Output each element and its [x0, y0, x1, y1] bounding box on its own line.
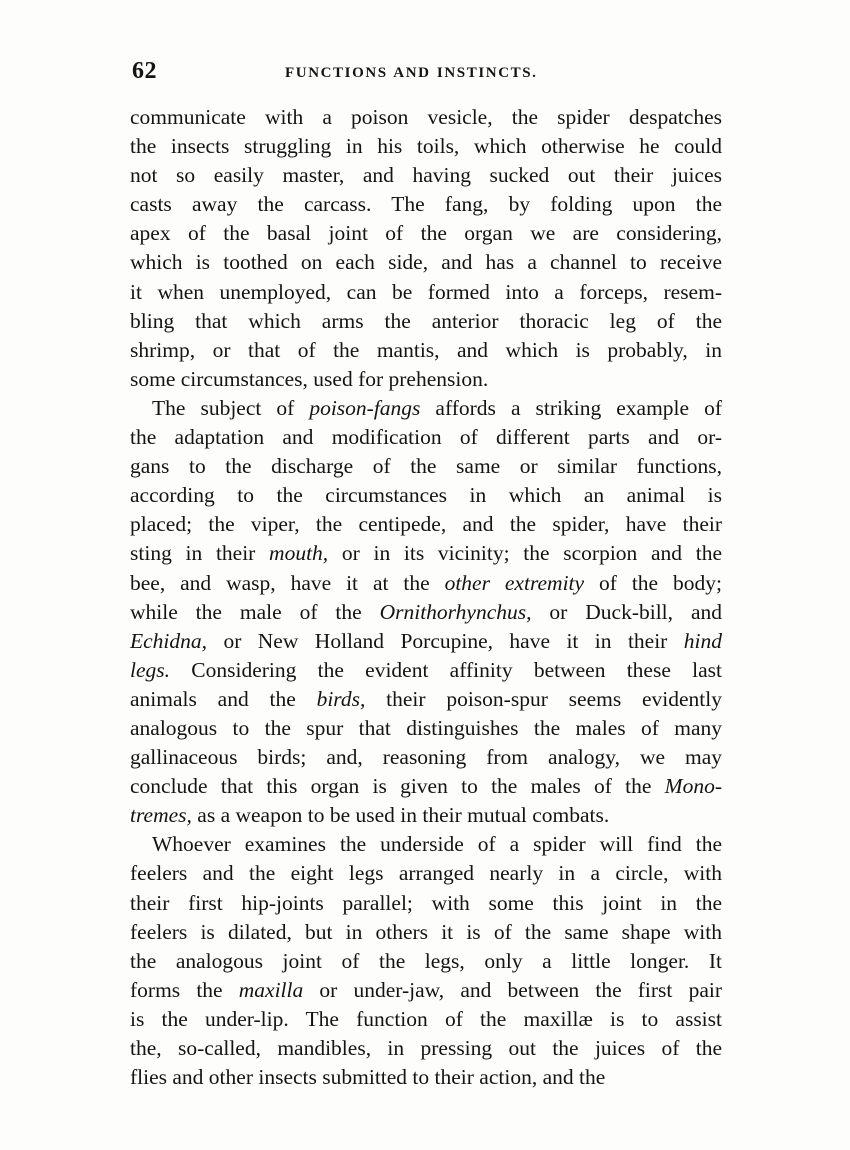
text-segment: of the body;: [584, 570, 722, 595]
text-line: [130, 656, 722, 685]
text-segment: placed; the viper, the centipede, and the spider, have their: [130, 512, 722, 537]
text-segment: shrimp, or that of the mantis, and which is probably, in: [130, 337, 722, 362]
italic-text: legs.: [130, 657, 171, 682]
italic-text: tremes,: [130, 803, 192, 828]
text-line: [130, 190, 722, 219]
text-segment: bee, and wasp, have it at the: [130, 570, 445, 595]
text-segment: or New Holland Porcupine, have it in their: [207, 628, 684, 653]
text-line: [130, 743, 722, 772]
italic-text: maxilla: [238, 977, 304, 1002]
text-line: [130, 481, 722, 510]
italic-text: Ornithorhynchus,: [379, 599, 532, 624]
paragraph: [130, 830, 722, 1092]
text-line: [130, 859, 722, 888]
text-line: [130, 918, 722, 947]
text-segment: affords a striking example of: [420, 395, 722, 420]
text-segment: or in its vicinity; the scorpion and the: [328, 541, 722, 566]
text-segment: casts away the carcass. The fang, by folding upon the: [130, 192, 722, 217]
text-segment: flies and other insects submitted to their action, and the: [130, 1065, 606, 1090]
text-line: [130, 830, 722, 859]
italic-text: birds,: [316, 686, 366, 711]
text-segment: while the male of the: [130, 599, 380, 624]
text-line: [130, 278, 722, 307]
text-segment: as a weapon to be used in their mutual combats.: [191, 803, 610, 828]
text-segment: sting in their: [130, 541, 270, 566]
text-segment: apex of the basal joint of the organ we are considering,: [130, 221, 722, 246]
text-segment: is the under-lip. The function of the maxillæ is to assist: [130, 1006, 722, 1031]
text-segment: feelers is dilated, but in others it is of the same shape with: [130, 919, 722, 944]
paragraph: [130, 394, 722, 830]
text-line: [130, 772, 722, 801]
text-segment: according to the circumstances in which an animal is: [130, 483, 722, 508]
text-line: [130, 103, 722, 132]
text-line: [130, 685, 722, 714]
italic-text: other extremity: [444, 570, 585, 595]
text-segment: bling that which arms the anterior thoracic leg of the: [130, 308, 722, 333]
italic-text: Mono-: [664, 774, 722, 799]
text-line: [130, 801, 722, 830]
text-segment: forms the: [130, 977, 239, 1002]
text-segment: which is toothed on each side, and has a channel to receive: [130, 250, 722, 275]
text-line: [130, 452, 722, 481]
text-segment: some circumstances, used for prehension.: [130, 366, 489, 391]
text-segment: the, so-called, mandibles, in pressing out the juices of the: [130, 1036, 722, 1060]
text-line: [130, 714, 722, 743]
text-line: [130, 394, 722, 423]
italic-text: poison-fangs: [309, 395, 421, 420]
text-line: [130, 1034, 722, 1063]
text-segment: not so easily master, and having sucked out their juices: [130, 163, 722, 188]
page-number: 62: [132, 58, 157, 84]
text-line: [130, 947, 722, 976]
text-line: [130, 1005, 722, 1034]
text-segment: gans to the discharge of the same or similar functions,: [130, 454, 722, 479]
text-line: [130, 976, 722, 1005]
italic-text: Echidna,: [130, 628, 208, 653]
text-segment: Considering the evident affinity between these last: [170, 657, 722, 682]
italic-text: hind: [683, 628, 722, 653]
text-segment: animals and the: [130, 686, 317, 711]
text-segment: analogous to the spur that distinguishes the males of many: [130, 715, 722, 740]
text-line: [130, 539, 722, 568]
text-segment: their first hip-joints parallel; with some this joint in the: [130, 890, 722, 915]
text-segment: The subject of: [152, 395, 310, 420]
text-segment: it when unemployed, can be formed into a forceps, resem-: [130, 279, 722, 304]
body-text: [130, 103, 722, 1092]
text-line: [130, 161, 722, 190]
running-head: [132, 58, 722, 88]
text-segment: their poison-spur seems evidently: [365, 686, 722, 711]
text-segment: Whoever examines the underside of a spider will find the: [152, 832, 722, 857]
text-line: [130, 569, 722, 598]
text-line: [130, 307, 722, 336]
text-line: [130, 510, 722, 539]
text-segment: the analogous joint of the legs, only a little longer. It: [130, 948, 722, 973]
paragraph: [130, 103, 722, 394]
text-segment: the insects struggling in his toils, which otherwise he could: [130, 134, 722, 159]
text-line: [130, 889, 722, 918]
text-line: [130, 248, 722, 277]
text-segment: or Duck-bill, and: [531, 599, 722, 624]
text-line: [130, 1063, 722, 1092]
text-line: [130, 598, 722, 627]
text-line: [130, 365, 722, 394]
running-title: FUNCTIONS AND INSTINCTS.: [285, 65, 538, 81]
text-segment: the adaptation and modification of different parts and or-: [130, 425, 722, 450]
text-line: [130, 336, 722, 365]
text-segment: gallinaceous birds; and, reasoning from analogy, we may: [130, 745, 722, 770]
text-line: [130, 627, 722, 656]
text-line: [130, 219, 722, 248]
italic-text: mouth,: [269, 541, 329, 566]
text-segment: communicate with a poison vesicle, the spider despatches: [130, 105, 722, 129]
text-line: [130, 423, 722, 452]
text-segment: feelers and the eight legs arranged nearly in a circle, with: [130, 861, 722, 886]
text-segment: or under-jaw, and between the first pair: [303, 977, 722, 1002]
text-line: [130, 132, 722, 161]
text-segment: conclude that this organ is given to the males of the: [130, 774, 665, 799]
